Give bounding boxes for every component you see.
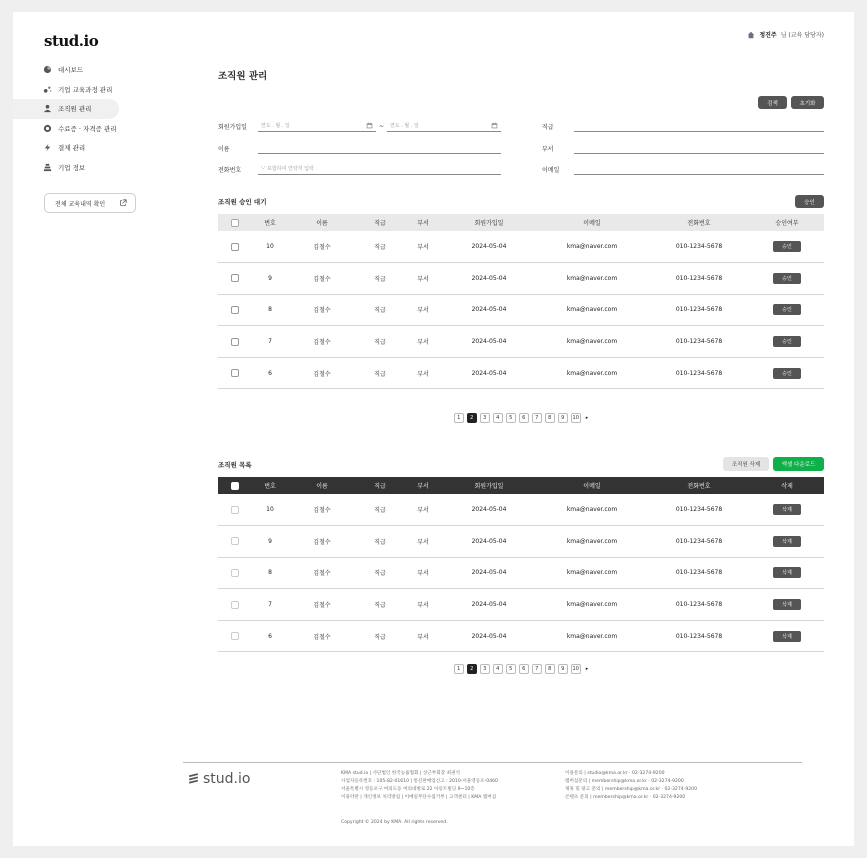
table-row bbox=[218, 326, 824, 358]
home-icon bbox=[747, 31, 755, 39]
members-title: 조직원 목록 bbox=[218, 461, 252, 469]
user-info[interactable] bbox=[747, 30, 824, 39]
cell-name: 김철수 bbox=[313, 507, 331, 515]
column-header: 부서 bbox=[417, 483, 429, 490]
page-7-button[interactable]: 7 bbox=[532, 413, 542, 423]
column-header: 부서 bbox=[417, 220, 429, 227]
page-4-button[interactable]: 4 bbox=[493, 664, 503, 674]
cell-rank: 직급 bbox=[374, 538, 386, 546]
members-pagination bbox=[218, 664, 824, 674]
logo-mark-icon bbox=[187, 773, 200, 786]
name-row bbox=[218, 142, 501, 154]
cell-no: 10 bbox=[266, 243, 274, 251]
page-8-button[interactable]: 8 bbox=[545, 664, 555, 674]
phone-placeholder: '-' 포함하여 연락처 입력 bbox=[261, 166, 314, 172]
cell-no: 9 bbox=[268, 274, 272, 282]
cell-date: 2024-05-04 bbox=[471, 274, 507, 282]
date-placeholder: 연도 . 월 . 일 bbox=[390, 123, 419, 129]
footer-line: 제휴 및 광고 문의 | membership@kma.or.kr · 02-3274-9200 bbox=[565, 787, 698, 792]
cell-action bbox=[750, 231, 824, 263]
cell-name: 김철수 bbox=[313, 244, 331, 252]
cell-date: 2024-05-04 bbox=[471, 369, 507, 377]
delete-row-button[interactable]: 삭제 bbox=[773, 504, 801, 515]
cell-email: kma@naver.com bbox=[566, 338, 618, 346]
delete-member-button[interactable]: 조직원 삭제 bbox=[723, 457, 769, 471]
sidebar-item-label: 결제 관리 bbox=[58, 144, 86, 153]
page-9-button[interactable]: 9 bbox=[558, 664, 568, 674]
next-page-icon[interactable]: ▸ bbox=[585, 666, 589, 672]
page-7-button[interactable]: 7 bbox=[532, 664, 542, 674]
cell-rank: 직급 bbox=[374, 633, 386, 641]
email-row bbox=[542, 163, 824, 175]
cell-rank: 직급 bbox=[374, 602, 386, 610]
cell-rank: 직급 bbox=[374, 339, 386, 347]
row-checkbox[interactable] bbox=[231, 338, 239, 346]
cell-no: 6 bbox=[268, 632, 272, 640]
footer-links[interactable]: 이용약관 | 개인정보 처리방침 | 이메일무단수집거부 | 고객센터 | KMA 멤버십 bbox=[341, 795, 497, 800]
row-checkbox[interactable] bbox=[231, 369, 239, 377]
name-label: 이름 bbox=[218, 145, 230, 153]
row-checkbox[interactable] bbox=[231, 537, 239, 545]
cell-date: 2024-05-04 bbox=[471, 601, 507, 609]
page-6-button[interactable]: 6 bbox=[519, 413, 529, 423]
cell-action bbox=[750, 494, 824, 526]
cell-phone: 010-1234-5678 bbox=[675, 569, 723, 577]
cell-name: 김철수 bbox=[313, 339, 331, 347]
calendar-icon bbox=[491, 122, 498, 129]
all-history-button[interactable] bbox=[44, 193, 136, 213]
delete-row-button[interactable]: 삭제 bbox=[773, 567, 801, 578]
column-header: 직급 bbox=[374, 483, 386, 490]
rank-input[interactable] bbox=[574, 120, 824, 132]
app-logo[interactable]: stud.io bbox=[44, 32, 99, 50]
table-row bbox=[218, 231, 824, 263]
page-4-button[interactable]: 4 bbox=[493, 413, 503, 423]
row-select-cell[interactable] bbox=[218, 231, 252, 263]
approve-row-button[interactable]: 승인 bbox=[773, 273, 801, 284]
footer-line: 이용문의 | studio@kma.or.kr · 02-3274-9200 bbox=[565, 771, 665, 776]
cell-name: 김철수 bbox=[313, 602, 331, 610]
column-header: 직급 bbox=[374, 220, 386, 227]
page-3-button[interactable]: 3 bbox=[480, 664, 490, 674]
cell-dept: 부서 bbox=[417, 339, 429, 347]
row-select-cell[interactable] bbox=[218, 620, 252, 652]
page-3-button[interactable]: 3 bbox=[480, 413, 490, 423]
cell-rank: 직급 bbox=[374, 570, 386, 578]
footer-line: KMA stud.io | 사단법인 한국능률협회 | 상근부회장 최권석 bbox=[341, 771, 460, 776]
cell-action bbox=[750, 526, 824, 558]
table-row bbox=[218, 526, 824, 558]
row-select-cell[interactable] bbox=[218, 294, 252, 326]
page-2-button[interactable]: 2 bbox=[467, 664, 477, 674]
date-placeholder: 연도 . 월 . 일 bbox=[261, 123, 290, 129]
sidebar-item-label: 기업 교육과정 관리 bbox=[58, 85, 113, 94]
column-header: 회원가입일 bbox=[474, 483, 504, 490]
sidebar-item-members[interactable] bbox=[13, 99, 119, 119]
column-header: 이메일 bbox=[583, 220, 601, 227]
bolt-icon bbox=[43, 143, 52, 152]
select-all-checkbox[interactable] bbox=[231, 482, 239, 490]
row-select-cell[interactable] bbox=[218, 357, 252, 389]
cell-phone: 010-1234-5678 bbox=[675, 601, 723, 609]
name-input[interactable] bbox=[258, 142, 501, 154]
cell-action bbox=[750, 326, 824, 358]
dots-icon bbox=[43, 85, 52, 94]
cell-no: 7 bbox=[268, 601, 272, 609]
user-name: 정진주 bbox=[759, 32, 777, 39]
sidebar-item-certificates[interactable] bbox=[13, 119, 119, 139]
dept-label: 부서 bbox=[542, 145, 554, 153]
cell-email: kma@naver.com bbox=[566, 274, 618, 282]
excel-download-button[interactable]: 엑셀 다운로드 bbox=[773, 457, 824, 471]
email-label: 이메일 bbox=[542, 166, 560, 174]
row-select-cell[interactable] bbox=[218, 263, 252, 295]
search-button[interactable]: 검색 bbox=[758, 96, 787, 109]
page-9-button[interactable]: 9 bbox=[558, 413, 568, 423]
page-1-button[interactable]: 1 bbox=[454, 664, 464, 674]
page-5-button[interactable]: 5 bbox=[506, 413, 516, 423]
sidebar-item-label: 기업 정보 bbox=[58, 163, 86, 172]
sidebar-item-company[interactable] bbox=[13, 158, 119, 178]
sidebar bbox=[13, 60, 119, 213]
join-date-row bbox=[218, 120, 501, 132]
column-header: 이름 bbox=[316, 483, 328, 490]
column-header: 이름 bbox=[316, 220, 328, 227]
copyright: Copyright © 2024 by KMA. All rights reserved. bbox=[341, 820, 448, 825]
delete-row-button[interactable]: 삭제 bbox=[773, 536, 801, 547]
column-header: 전화번호 bbox=[687, 220, 711, 227]
row-checkbox[interactable] bbox=[231, 601, 239, 609]
cell-dept: 부서 bbox=[417, 633, 429, 641]
column-header: 승인여부 bbox=[775, 220, 799, 227]
sidebar-item-label: 대시보드 bbox=[58, 66, 84, 75]
page-6-button[interactable]: 6 bbox=[519, 664, 529, 674]
cell-no: 8 bbox=[268, 569, 272, 577]
page-frame bbox=[13, 12, 854, 846]
row-select-cell[interactable] bbox=[218, 557, 252, 589]
cell-phone: 010-1234-5678 bbox=[675, 506, 723, 514]
cell-email: kma@naver.com bbox=[566, 369, 618, 377]
pending-pagination bbox=[218, 413, 824, 423]
cell-no: 10 bbox=[266, 506, 274, 514]
approve-selected-button[interactable]: 승인 bbox=[795, 195, 824, 208]
cell-dept: 부서 bbox=[417, 570, 429, 578]
cell-action bbox=[750, 620, 824, 652]
cell-name: 김철수 bbox=[313, 307, 331, 315]
page-2-button[interactable]: 2 bbox=[467, 413, 477, 423]
footer-logo-text: stud.io bbox=[203, 771, 251, 787]
row-select-cell[interactable] bbox=[218, 589, 252, 621]
sidebar-item-dashboard[interactable] bbox=[13, 60, 119, 80]
cell-action bbox=[750, 557, 824, 589]
page-title: 조직원 관리 bbox=[218, 71, 268, 82]
sidebar-item-label: 수료증 · 자격증 관리 bbox=[58, 124, 117, 133]
sidebar-item-label: 조직원 관리 bbox=[58, 105, 92, 114]
table-row bbox=[218, 357, 824, 389]
cell-date: 2024-05-04 bbox=[471, 243, 507, 251]
cell-phone: 010-1234-5678 bbox=[675, 369, 723, 377]
select-all-checkbox[interactable] bbox=[231, 219, 239, 227]
table-row bbox=[218, 294, 824, 326]
cell-no: 9 bbox=[268, 537, 272, 545]
phone-input[interactable] bbox=[258, 163, 501, 175]
cell-no: 6 bbox=[268, 369, 272, 377]
approve-row-button[interactable]: 승인 bbox=[773, 336, 801, 347]
page-8-button[interactable]: 8 bbox=[545, 413, 555, 423]
row-select-cell[interactable] bbox=[218, 494, 252, 526]
dept-input[interactable] bbox=[574, 142, 824, 154]
row-checkbox[interactable] bbox=[231, 632, 239, 640]
cell-action bbox=[750, 294, 824, 326]
external-link-icon bbox=[119, 199, 127, 207]
user-role: 님 (교육 담당자) bbox=[780, 32, 824, 39]
cell-dept: 부서 bbox=[417, 602, 429, 610]
sidebar-item-payments[interactable] bbox=[13, 138, 119, 158]
column-header: 전화번호 bbox=[687, 483, 711, 490]
cell-dept: 부서 bbox=[417, 538, 429, 546]
table-row bbox=[218, 557, 824, 589]
cell-email: kma@naver.com bbox=[566, 306, 618, 314]
cell-dept: 부서 bbox=[417, 244, 429, 252]
cell-rank: 직급 bbox=[374, 275, 386, 283]
footer-divider bbox=[183, 762, 802, 763]
cell-name: 김철수 bbox=[313, 370, 331, 378]
range-sep: ~ bbox=[378, 122, 385, 130]
row-checkbox[interactable] bbox=[231, 243, 239, 251]
cell-date: 2024-05-04 bbox=[471, 338, 507, 346]
row-select-cell[interactable] bbox=[218, 526, 252, 558]
table-row bbox=[218, 589, 824, 621]
cell-dept: 부서 bbox=[417, 370, 429, 378]
select-all-cell[interactable] bbox=[218, 214, 252, 231]
badge-icon bbox=[43, 124, 52, 133]
table-header-row bbox=[218, 214, 824, 231]
table-header-row bbox=[218, 477, 824, 494]
table-row bbox=[218, 494, 824, 526]
page-10-button[interactable]: 10 bbox=[572, 666, 579, 672]
cell-date: 2024-05-04 bbox=[471, 537, 507, 545]
cell-phone: 010-1234-5678 bbox=[675, 306, 723, 314]
page-5-button[interactable]: 5 bbox=[506, 664, 516, 674]
page-1-button[interactable]: 1 bbox=[454, 413, 464, 423]
cell-no: 8 bbox=[268, 306, 272, 314]
cell-rank: 직급 bbox=[374, 507, 386, 515]
footer-line: 콘텐츠 문의 | membership@kma.or.kr · 02-3274-9200 bbox=[565, 795, 686, 800]
cell-date: 2024-05-04 bbox=[471, 306, 507, 314]
join-date-start[interactable] bbox=[258, 120, 376, 132]
rank-row bbox=[542, 120, 824, 132]
footer-logo bbox=[187, 771, 250, 787]
row-checkbox[interactable] bbox=[231, 506, 239, 514]
delete-row-button[interactable]: 삭제 bbox=[773, 599, 801, 610]
cell-phone: 010-1234-5678 bbox=[675, 632, 723, 640]
delete-row-button[interactable]: 삭제 bbox=[773, 631, 801, 642]
all-history-label: 전체 교육내역 확인 bbox=[55, 200, 106, 208]
table-row bbox=[218, 263, 824, 295]
cell-rank: 직급 bbox=[374, 370, 386, 378]
email-input[interactable] bbox=[574, 163, 824, 175]
cell-name: 김철수 bbox=[313, 538, 331, 546]
phone-label: 전화번호 bbox=[218, 166, 242, 174]
cell-phone: 010-1234-5678 bbox=[675, 338, 723, 346]
row-checkbox[interactable] bbox=[231, 306, 239, 314]
footer-contacts bbox=[565, 770, 697, 802]
cell-date: 2024-05-04 bbox=[471, 632, 507, 640]
cell-phone: 010-1234-5678 bbox=[675, 274, 723, 282]
cell-email: kma@naver.com bbox=[566, 506, 618, 514]
cell-email: kma@naver.com bbox=[566, 632, 618, 640]
cell-date: 2024-05-04 bbox=[471, 569, 507, 577]
cell-dept: 부서 bbox=[417, 275, 429, 283]
cell-rank: 직급 bbox=[374, 307, 386, 315]
approve-row-button[interactable]: 승인 bbox=[773, 241, 801, 252]
column-header: 번호 bbox=[264, 483, 276, 490]
join-date-label: 회원가입일 bbox=[218, 123, 247, 131]
cell-email: kma@naver.com bbox=[566, 243, 618, 251]
building-icon bbox=[43, 163, 52, 172]
row-select-cell[interactable] bbox=[218, 326, 252, 358]
cell-name: 김철수 bbox=[313, 570, 331, 578]
reset-button[interactable]: 초기화 bbox=[791, 96, 824, 109]
cell-action bbox=[750, 589, 824, 621]
phone-row bbox=[218, 163, 501, 175]
column-header: 삭제 bbox=[781, 483, 793, 490]
dept-row bbox=[542, 142, 824, 154]
sidebar-item-courses[interactable] bbox=[13, 80, 119, 100]
rank-label: 직급 bbox=[542, 123, 554, 131]
footer-line: 멤버십문의 | membership@kma.or.kr · 02-3274-9200 bbox=[565, 779, 684, 784]
row-checkbox[interactable] bbox=[231, 274, 239, 282]
cell-phone: 010-1234-5678 bbox=[675, 537, 723, 545]
members-table bbox=[218, 477, 824, 652]
cell-name: 김철수 bbox=[313, 275, 331, 283]
column-header: 번호 bbox=[264, 220, 276, 227]
cell-action bbox=[750, 357, 824, 389]
row-checkbox[interactable] bbox=[231, 569, 239, 577]
cell-dept: 부서 bbox=[417, 507, 429, 515]
cell-phone: 010-1234-5678 bbox=[675, 243, 723, 251]
cell-date: 2024-05-04 bbox=[471, 506, 507, 514]
calendar-icon bbox=[366, 122, 373, 129]
next-page-icon[interactable]: ▸ bbox=[585, 415, 589, 421]
cell-action bbox=[750, 263, 824, 295]
pending-table bbox=[218, 214, 824, 389]
cell-name: 김철수 bbox=[313, 633, 331, 641]
people-icon bbox=[43, 104, 52, 113]
approve-row-button[interactable]: 승인 bbox=[773, 304, 801, 315]
pending-title: 조직원 승인 대기 bbox=[218, 198, 267, 206]
footer-info bbox=[341, 770, 498, 802]
page-10-button[interactable]: 10 bbox=[572, 415, 579, 421]
column-header: 이메일 bbox=[583, 483, 601, 490]
cell-email: kma@naver.com bbox=[566, 537, 618, 545]
join-date-end[interactable] bbox=[387, 120, 501, 132]
column-header: 회원가입일 bbox=[474, 220, 504, 227]
cell-email: kma@naver.com bbox=[566, 569, 618, 577]
footer-line: 서울특별시 영등포구 여의도동 여의대방로 22 아롱트빌딩 9~10층 bbox=[341, 787, 475, 792]
cell-no: 7 bbox=[268, 338, 272, 346]
table-row bbox=[218, 620, 824, 652]
footer-line: 사업자등록번호 : 105-82-01610 | 통신판매업신고 : 2010-서울영등포-0460 bbox=[341, 779, 498, 784]
approve-row-button[interactable]: 승인 bbox=[773, 368, 801, 379]
cell-rank: 직급 bbox=[374, 244, 386, 252]
cell-dept: 부서 bbox=[417, 307, 429, 315]
select-all-cell[interactable] bbox=[218, 477, 252, 494]
cell-email: kma@naver.com bbox=[566, 601, 618, 609]
pie-icon bbox=[43, 65, 52, 74]
